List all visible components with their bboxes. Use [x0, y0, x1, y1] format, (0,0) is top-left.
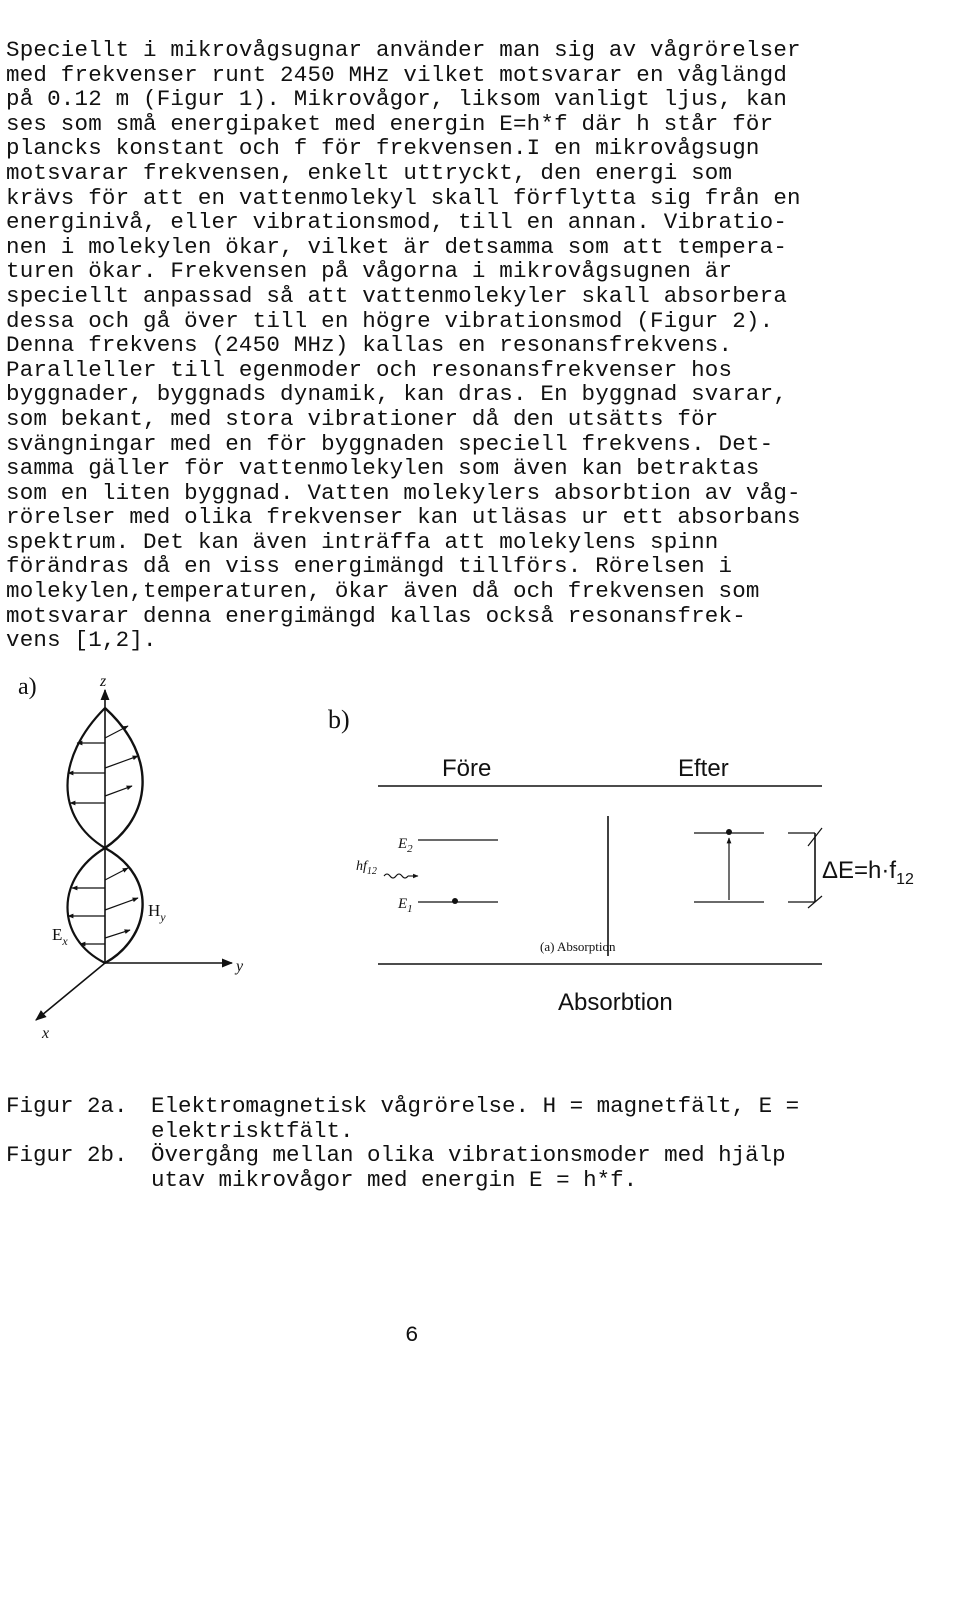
- photon-wave: [384, 874, 408, 878]
- body-line: samma gäller för vattenmolekylen som även kan betraktas: [6, 455, 760, 482]
- panel-label-a: a): [18, 674, 37, 700]
- body-line: vens [1,2].: [6, 627, 157, 654]
- h-field-arrows: [105, 726, 138, 938]
- figure-2b: [328, 705, 914, 1016]
- absorption-subcaption: (a) Absorption: [540, 939, 616, 954]
- body-line: rörelser med olika frekvenser kan utläsas ur ett absorbans: [6, 504, 801, 531]
- body-line: med frekvenser runt 2450 MHz vilket motsvarar en våglängd: [6, 61, 788, 88]
- caption-2b-line-1: Övergång mellan olika vibrationsmoder med hjälp: [151, 1142, 786, 1169]
- photon-label: $hf_{12}$: [356, 859, 377, 877]
- body-line: på 0.12 m (Figur 1). Mikrovågor, liksom vanligt ljus, kan: [6, 86, 788, 113]
- body-line: byggnader, byggnads dynamik, kan dras. En byggnad svarar,: [6, 381, 788, 408]
- x-axis: [36, 963, 105, 1020]
- body-line: nen i molekylen ökar, vilket är detsamma som att tempera-: [6, 233, 788, 260]
- caption-2a-number: Figur 2a.: [6, 1093, 128, 1119]
- body-line: förändras då en viss energimängd tillförs. Rörelsen i: [6, 553, 733, 580]
- body-line: energinivå, eller vibrationsmod, till en annan. Vibratio-: [6, 209, 788, 236]
- figure-2: [0, 668, 960, 1078]
- caption-2a: [6, 1094, 956, 1143]
- caption-2a-line-1: Elektromagnetisk vågrörelse. H = magnetfält, E =: [151, 1093, 800, 1119]
- figure-captions: [6, 1094, 956, 1192]
- caption-2b-number: Figur 2b.: [6, 1142, 128, 1169]
- body-line: svängningar med en för byggnaden speciell frekvens. Det-: [6, 430, 774, 457]
- level-e1-label: $E_1$: [398, 896, 413, 915]
- body-line: krävs för att en vattenmolekyl skall förflytta sig från en: [6, 184, 801, 211]
- e-field-wave: [68, 708, 106, 963]
- caption-2b-line-2: utav mikrovågor med energin E = h*f.: [151, 1166, 638, 1193]
- x-axis-label: x: [42, 1025, 50, 1042]
- body-line: molekylen,temperaturen, ökar även då och frekvensen som: [6, 578, 760, 605]
- body-paragraph: [6, 38, 956, 653]
- body-line: Denna frekvens (2450 MHz) kallas en resonansfrekvens.: [6, 332, 733, 359]
- h-field-wave: [105, 708, 143, 963]
- y-axis-label: y: [236, 958, 244, 975]
- body-line: Paralleller till egenmoder och resonansfrekvenser hos: [6, 356, 733, 383]
- electron-before: [452, 898, 458, 904]
- body-line: ses som små energipaket med energin E=h*f där h står för: [6, 110, 774, 137]
- body-line: motsvarar frekvensen, enkelt uttryckt, den energi som: [6, 159, 733, 186]
- body-line: turen ökar. Frekvensen på vågorna i mikrovågsugnen är: [6, 258, 733, 285]
- figure-drawing: [0, 668, 960, 1078]
- body-line: motsvarar denna energimängd kallas också resonansfrek-: [6, 602, 746, 629]
- body-line: Speciellt i mikrovågsugnar använder man sig av vågrörelser: [6, 37, 801, 63]
- figure-2a: [18, 673, 244, 1042]
- body-line: som en liten byggnad. Vatten molekylers absorbtion av våg-: [6, 479, 801, 506]
- e-field-label: $E_x$: [52, 925, 68, 948]
- body-line: dessa och gå över till en högre vibrationsmod (Figur 2).: [6, 307, 774, 334]
- body-line: spektrum. Det kan även inträffa att molekylens spinn: [6, 528, 719, 555]
- electron-after: [726, 829, 732, 835]
- body-line: som bekant, med stora vibrationer då den utsätts för: [6, 405, 719, 432]
- delta-e-formula: $\Delta E=h\cdot f_{12}$: [822, 857, 914, 888]
- z-axis-label: z: [100, 673, 107, 690]
- column-before: Före: [442, 755, 492, 782]
- page-number: 6: [405, 1322, 419, 1348]
- absorbtion-label: Absorbtion: [558, 989, 673, 1016]
- body-line: speciellt anpassad så att vattenmolekyler skall absorbera: [6, 282, 788, 309]
- caption-2b-text: [151, 1143, 956, 1192]
- panel-label-b: b): [328, 705, 350, 734]
- caption-2b: [6, 1143, 956, 1192]
- body-line: plancks konstant och f för frekvensen.I en mikrovågsugn: [6, 135, 760, 162]
- column-after: Efter: [678, 755, 729, 782]
- level-e2-label: $E_2$: [398, 836, 413, 855]
- caption-2a-line-2: elektrisktfält.: [151, 1117, 354, 1144]
- caption-2a-text: [151, 1094, 956, 1143]
- h-field-label: $H_y$: [148, 901, 166, 924]
